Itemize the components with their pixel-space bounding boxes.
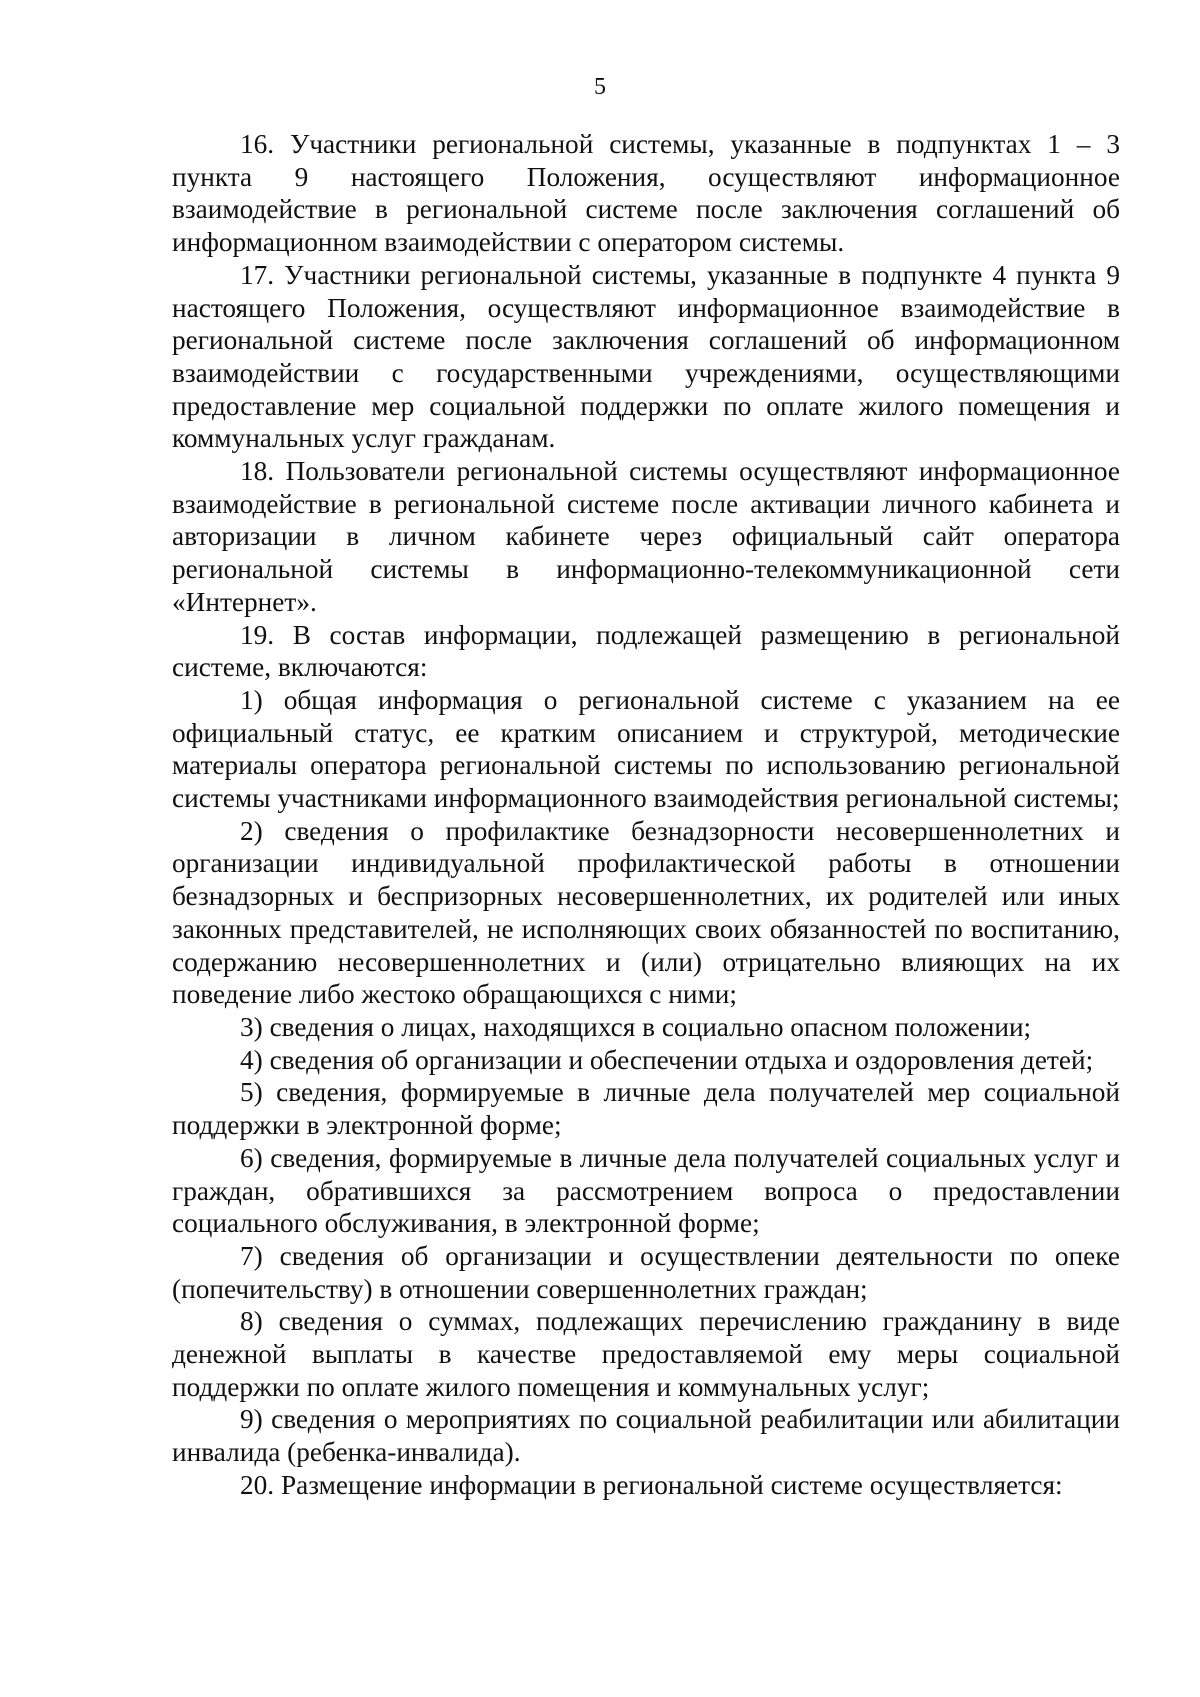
document-body	[172, 128, 1120, 1502]
list-item-2: 2) сведения о профилактике безнадзорности несовершеннолетних и организации индивидуальной профилактической работы в отношении безнадзорных и беспризорных несовершеннолетних, их родителей или иных законных представителей, не исполняющих своих обязанностей по воспитанию, содержанию несовершеннолетних и (или) отрицательно влияющих на их поведение либо жестоко обращающихся с ними;	[172, 815, 1120, 1010]
list-item-3: 3) сведения о лицах, находящихся в социально опасном положении;	[240, 1011, 1032, 1042]
paragraph-20: 20. Размещение информации в региональной системе осуществляется:	[240, 1469, 1063, 1500]
list-item-1: 1) общая информация о региональной системе с указанием на ее официальный статус, ее кратким описанием и структурой, методические материалы оператора региональной системы по использованию региональной системы участниками информационного взаимодействия региональной системы;	[172, 684, 1120, 814]
paragraph-17: 17. Участники региональной системы, указанные в подпункте 4 пункта 9 настоящего Положения, осуществляют информационное взаимодействие в региональной системе после заключения соглашений об информационном взаимодействии с государственными учреждениями, осуществляющими предоставление мер социальной поддержки по оплате жилого помещения и коммунальных услуг гражданам.	[172, 259, 1120, 454]
list-item-6: 6) сведения, формируемые в личные дела получателей социальных услуг и граждан, обратившихся за рассмотрением вопроса о предоставлении социального обслуживания, в электронной форме;	[172, 1142, 1120, 1239]
list-item-5: 5) сведения, формируемые в личные дела получателей мер социальной поддержки в электронной форме;	[172, 1077, 1120, 1141]
paragraph-19: 19. В состав информации, подлежащей размещению в региональной системе, включаются:	[172, 619, 1120, 683]
list-item-8: 8) сведения о суммах, подлежащих перечислению гражданину в виде денежной выплаты в качестве предоставляемой ему меры социальной поддержки по оплате жилого помещения и коммунальных услуг;	[172, 1306, 1120, 1402]
list-item-9: 9) сведения о мероприятиях по социальной реабилитации или абилитации инвалида (ребенка-инвалида).	[172, 1404, 1120, 1468]
paragraph-18: 18. Пользователи региональной системы осуществляют информационное взаимодействие в региональной системе после активации личного кабинета и авторизации в личном кабинете через официальный сайт оператора региональной системы в информационно-телекоммуникационной сети «Интернет».	[172, 456, 1120, 617]
list-item-7: 7) сведения об организации и осуществлении деятельности по опеке (попечительству) в отношении совершеннолетних граждан;	[172, 1240, 1120, 1304]
paragraph-16: 16. Участники региональной системы, указанные в подпунктах 1 – 3 пункта 9 настоящего Положения, осуществляют информационное взаимодействие в региональной системе после заключения соглашений об информационном взаимодействии с оператором системы.	[172, 129, 1120, 258]
page-number: 5	[594, 74, 606, 100]
list-item-4: 4) сведения об организации и обеспечении отдыха и оздоровления детей;	[240, 1044, 1094, 1075]
